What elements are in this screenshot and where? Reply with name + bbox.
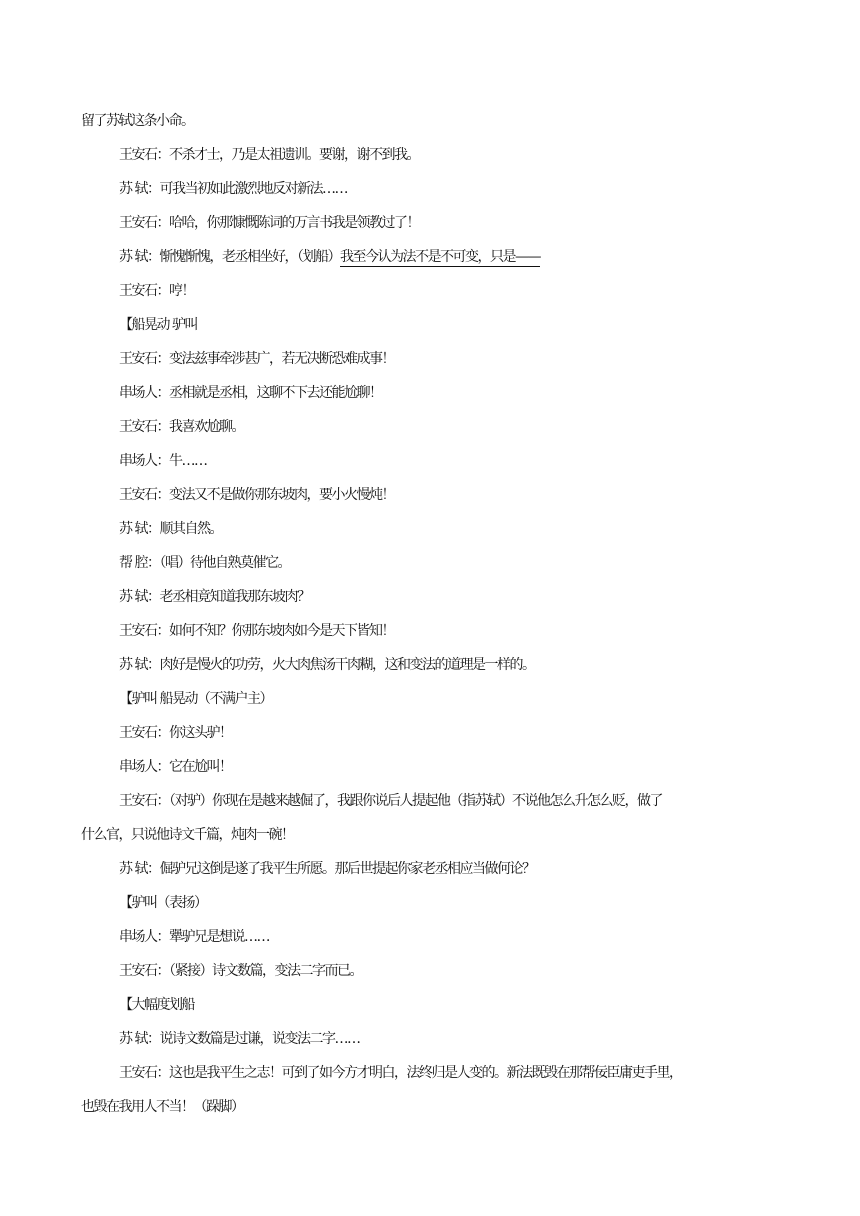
underlined-text: 我至今认为法不是不可变，只是—— [339,249,540,265]
dialogue-continuation: 什么官，只说他诗文千篇，炖肉一碗！ [81,827,294,843]
dialogue-line: 王安石：哈哈，你那慷慨陈词的万言书我是领教过了！ [119,215,419,231]
dialogue-line: 苏 轼：倔驴兄这倒是遂了我平生所愿。那后世提起你家老丞相应当做何论？ [119,861,535,877]
dialogue-line: 王安石：（对驴）你现在是越来越倔了，我跟你说后人提起他（指苏轼）不说他怎么升怎么贬，做了 [119,793,662,809]
dialogue-line: 串场人：丞相就是丞相，这聊不下去还能尬聊！ [119,385,382,401]
dialogue-line: 苏 轼：老丞相竟知道我那东坡肉？ [119,589,310,605]
dialogue-line: 苏 轼：顺其自然。 [119,521,222,537]
dialogue-line: 王安石：你这头驴！ [119,725,232,741]
dialogue-line: 王安石：变法兹事牵涉甚广，若无决断恐难成事！ [119,351,394,367]
dialogue-continuation: 也毁在我用人不当！（跺脚） [81,1099,244,1115]
dialogue-line: 王安石：（紧接）诗文数篇，变法二字而已。 [119,963,362,979]
dialogue-line: 苏 轼：惭愧惭愧，老丞相坐好，（划船）我至今认为法不是不可变，只是—— [119,249,540,265]
stage-direction: 【大幅度划船 [119,997,194,1013]
dialogue-line: 王安石：不杀才士，乃是太祖遗训。要谢，谢不到我。 [119,147,419,163]
dialogue-line: 苏 轼：说诗文数篇是过谦，说变法二字…… [119,1031,360,1047]
dialogue-line: 王安石：哼！ [119,283,194,299]
dialogue-line: 王安石：如何不知？你那东坡肉如今是天下皆知！ [119,623,394,639]
dialogue-line: 串场人：犟驴兄是想说…… [119,929,269,945]
stage-direction: 【驴叫 船晃动（不满户主） [119,691,272,707]
dialogue-line: 帮 腔：（唱）待他自熟莫催它。 [119,555,290,571]
text-line: 留了苏轼这条小命。 [81,113,194,129]
stage-direction: 【船晃动 驴叫 [119,317,197,333]
dialogue-line: 苏 轼：可我当初如此激烈地反对新法…… [119,181,347,197]
stage-direction: 【驴叫（表扬） [119,895,207,911]
dialogue-line: 王安石：变法又不是做你那东坡肉，要小火慢炖！ [119,487,394,503]
dialogue-line: 串场人：它在尬叫！ [119,759,232,775]
dialogue-line: 王安石：这也是我平生之志！可到了如今方才明白，法终归是人变的。新法既毁在那帮佞臣庸吏手里， [119,1065,682,1081]
dialogue-line: 苏 轼：肉好是慢火的功劳，火大肉焦汤干肉糊，这和变法的道理是一样的。 [119,657,535,673]
dialogue-line: 王安石：我喜欢尬聊。 [119,419,244,435]
dialogue-line: 串场人：牛…… [119,453,207,469]
